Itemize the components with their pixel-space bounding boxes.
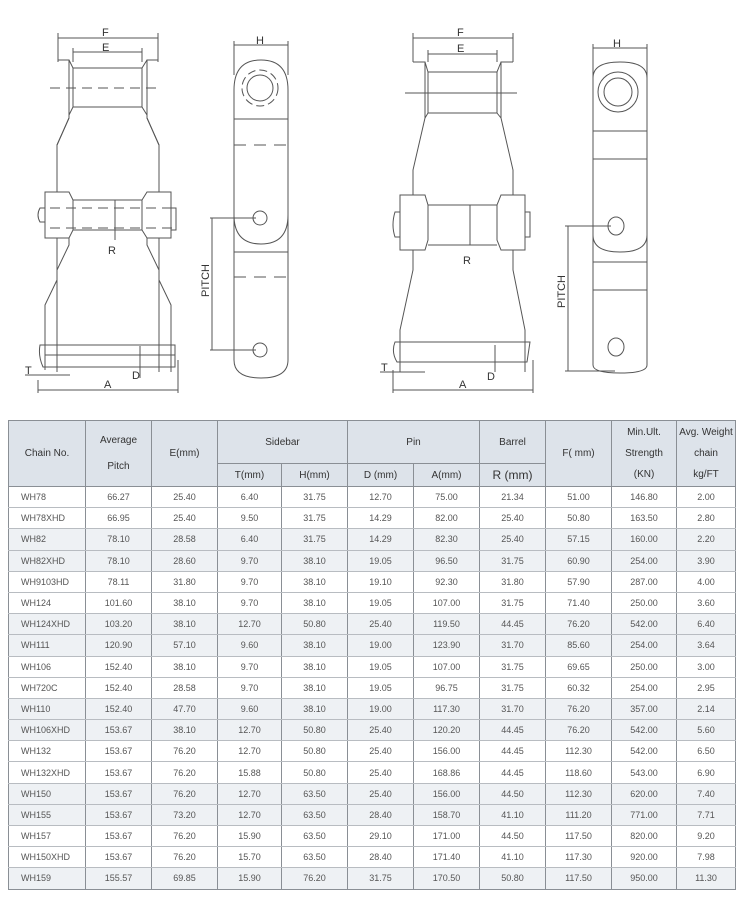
table-cell: 44.45 [480, 720, 546, 741]
table-cell: 51.00 [546, 487, 612, 508]
table-cell: 57.10 [152, 635, 218, 656]
table-row [9, 762, 736, 783]
table-cell: 118.60 [546, 762, 612, 783]
table-cell: 14.29 [348, 508, 414, 529]
header-chain-no: Chain No. [9, 421, 86, 487]
table-cell: 543.00 [612, 762, 677, 783]
table-cell: 112.30 [546, 741, 612, 762]
table-body [9, 487, 736, 890]
table-cell: 28.40 [348, 804, 414, 825]
table-cell: 112.30 [546, 783, 612, 804]
chain-no-cell: WH124 [9, 592, 86, 613]
table-cell: 76.20 [546, 698, 612, 719]
table-cell: 38.10 [282, 698, 348, 719]
table-cell: 92.30 [414, 571, 480, 592]
table-cell: 25.40 [348, 783, 414, 804]
table-cell: 21.34 [480, 487, 546, 508]
table-cell: 3.60 [677, 592, 736, 613]
table-cell: 38.10 [282, 635, 348, 656]
table-cell: 25.40 [348, 762, 414, 783]
table-row [9, 868, 736, 889]
table-cell: 9.70 [218, 677, 282, 698]
table-cell: 38.10 [282, 571, 348, 592]
table-cell: 254.00 [612, 635, 677, 656]
table-cell: 2.80 [677, 508, 736, 529]
table-cell: 153.67 [86, 783, 152, 804]
label-d: D [487, 371, 495, 383]
table-cell: 75.00 [414, 487, 480, 508]
header-e: E(mm) [152, 421, 218, 487]
table-cell: 31.75 [348, 868, 414, 889]
table-row [9, 508, 736, 529]
table-cell: 9.70 [218, 550, 282, 571]
header-sidebar: Sidebar [218, 421, 348, 464]
table-cell: 542.00 [612, 614, 677, 635]
table-cell: 152.40 [86, 656, 152, 677]
header-weight-line3: kg/FT [693, 469, 719, 480]
header-r: R (mm) [480, 464, 546, 487]
header-strength [612, 421, 677, 487]
table-cell: 31.75 [480, 592, 546, 613]
table-cell: 25.40 [480, 529, 546, 550]
table-row [9, 592, 736, 613]
table-row [9, 847, 736, 868]
chain-side-view-right [555, 0, 665, 400]
table-cell: 19.00 [348, 635, 414, 656]
table-cell: 57.90 [546, 571, 612, 592]
table-row [9, 677, 736, 698]
chain-spec-table [8, 420, 736, 890]
chain-no-cell: WH106 [9, 656, 86, 677]
table-row [9, 571, 736, 592]
table-row [9, 826, 736, 847]
table-cell: 6.40 [218, 487, 282, 508]
table-cell: 50.80 [480, 868, 546, 889]
table-cell: 9.50 [218, 508, 282, 529]
table-cell: 152.40 [86, 677, 152, 698]
table-cell: 153.67 [86, 741, 152, 762]
label-h: H [613, 38, 621, 50]
chain-no-cell: WH159 [9, 868, 86, 889]
table-cell: 12.70 [218, 804, 282, 825]
chain-no-cell: WH78XHD [9, 508, 86, 529]
table-cell: 28.58 [152, 677, 218, 698]
table-cell: 12.70 [218, 614, 282, 635]
label-t: T [381, 362, 388, 374]
table-cell: 12.70 [348, 487, 414, 508]
chain-front-view-left [0, 0, 190, 400]
table-cell: 76.20 [152, 847, 218, 868]
table-cell: 120.20 [414, 720, 480, 741]
table-cell: 158.70 [414, 804, 480, 825]
table-cell: 920.00 [612, 847, 677, 868]
table-cell: 3.64 [677, 635, 736, 656]
table-cell: 119.50 [414, 614, 480, 635]
table-cell: 820.00 [612, 826, 677, 847]
label-r: R [108, 245, 116, 257]
header-pin: Pin [348, 421, 480, 464]
table-cell: 542.00 [612, 741, 677, 762]
table-cell: 38.10 [282, 550, 348, 571]
label-e: E [102, 42, 110, 54]
table-cell: 163.50 [612, 508, 677, 529]
table-cell: 63.50 [282, 826, 348, 847]
table-cell: 25.40 [152, 508, 218, 529]
table-cell: 11.30 [677, 868, 736, 889]
table-row [9, 614, 736, 635]
label-r: R [463, 255, 471, 267]
table-cell: 2.00 [677, 487, 736, 508]
header-average-pitch-line1: Average [99, 434, 138, 446]
table-cell: 3.90 [677, 550, 736, 571]
table-cell: 357.00 [612, 698, 677, 719]
header-strength-line3: (KN) [633, 469, 655, 480]
table-cell: 76.20 [152, 826, 218, 847]
table-cell: 117.50 [546, 826, 612, 847]
table-cell: 6.40 [677, 614, 736, 635]
table-cell: 107.00 [414, 656, 480, 677]
chain-no-cell: WH9103HD [9, 571, 86, 592]
table-cell: 31.75 [282, 508, 348, 529]
table-cell: 103.20 [86, 614, 152, 635]
table-cell: 7.40 [677, 783, 736, 804]
table-cell: 123.90 [414, 635, 480, 656]
header-barrel: Barrel [480, 421, 546, 464]
table-cell: 9.70 [218, 656, 282, 677]
label-f: F [457, 27, 464, 39]
table-row [9, 720, 736, 741]
label-pitch: PITCH [200, 264, 212, 297]
table-cell: 6.40 [218, 529, 282, 550]
label-pitch: PITCH [556, 275, 568, 308]
header-average-pitch [86, 421, 152, 487]
table-cell: 38.10 [282, 592, 348, 613]
table-cell: 71.40 [546, 592, 612, 613]
table-cell: 19.05 [348, 550, 414, 571]
table-cell: 254.00 [612, 677, 677, 698]
table-cell: 250.00 [612, 656, 677, 677]
table-row [9, 529, 736, 550]
table-cell: 120.90 [86, 635, 152, 656]
chain-no-cell: WH110 [9, 698, 86, 719]
table-cell: 50.80 [546, 508, 612, 529]
table-cell: 31.80 [480, 571, 546, 592]
table-cell: 78.11 [86, 571, 152, 592]
table-cell: 950.00 [612, 868, 677, 889]
label-e: E [457, 43, 465, 55]
table-cell: 25.40 [152, 487, 218, 508]
table-row [9, 656, 736, 677]
table-cell: 19.00 [348, 698, 414, 719]
table-cell: 73.20 [152, 804, 218, 825]
table-cell: 28.40 [348, 847, 414, 868]
chain-no-cell: WH155 [9, 804, 86, 825]
table-cell: 25.40 [348, 741, 414, 762]
header-f: F( mm) [546, 421, 612, 487]
label-t: T [25, 365, 32, 377]
table-cell: 146.80 [612, 487, 677, 508]
table-cell: 19.05 [348, 592, 414, 613]
table-cell: 50.80 [282, 741, 348, 762]
table-cell: 160.00 [612, 529, 677, 550]
table-cell: 44.45 [480, 614, 546, 635]
table-cell: 156.00 [414, 741, 480, 762]
table-cell: 12.70 [218, 720, 282, 741]
table-cell: 152.40 [86, 698, 152, 719]
table-cell: 7.71 [677, 804, 736, 825]
table-row [9, 741, 736, 762]
chain-spec-table-container [8, 420, 735, 890]
table-cell: 50.80 [282, 762, 348, 783]
table-cell: 57.15 [546, 529, 612, 550]
table-cell: 41.10 [480, 847, 546, 868]
table-cell: 771.00 [612, 804, 677, 825]
header-weight-line1: Avg. Weight [679, 427, 733, 438]
table-cell: 111.20 [546, 804, 612, 825]
table-cell: 153.67 [86, 847, 152, 868]
table-cell: 63.50 [282, 804, 348, 825]
table-cell: 38.10 [152, 614, 218, 635]
header-d: D (mm) [348, 464, 414, 487]
table-cell: 76.20 [152, 783, 218, 804]
table-cell: 2.95 [677, 677, 736, 698]
table-cell: 76.20 [152, 762, 218, 783]
table-cell: 31.75 [480, 550, 546, 571]
table-cell: 29.10 [348, 826, 414, 847]
table-row [9, 635, 736, 656]
table-cell: 50.80 [282, 720, 348, 741]
table-cell: 25.40 [348, 614, 414, 635]
table-cell: 31.70 [480, 635, 546, 656]
chain-no-cell: WH132 [9, 741, 86, 762]
chain-no-cell: WH82 [9, 529, 86, 550]
chain-drawings [0, 0, 750, 400]
table-cell: 14.29 [348, 529, 414, 550]
table-cell: 96.50 [414, 550, 480, 571]
table-cell: 156.00 [414, 783, 480, 804]
table-cell: 41.10 [480, 804, 546, 825]
table-cell: 153.67 [86, 826, 152, 847]
table-cell: 101.60 [86, 592, 152, 613]
table-cell: 15.70 [218, 847, 282, 868]
table-cell: 82.00 [414, 508, 480, 529]
table-cell: 60.32 [546, 677, 612, 698]
table-cell: 31.75 [480, 677, 546, 698]
chain-no-cell: WH132XHD [9, 762, 86, 783]
table-cell: 6.50 [677, 741, 736, 762]
header-strength-line2: Strength [625, 448, 663, 459]
table-cell: 78.10 [86, 550, 152, 571]
label-a: A [459, 379, 467, 391]
table-cell: 19.10 [348, 571, 414, 592]
table-cell: 9.20 [677, 826, 736, 847]
table-cell: 47.70 [152, 698, 218, 719]
table-cell: 153.67 [86, 720, 152, 741]
header-strength-line1: Min.Ult. [627, 427, 661, 438]
table-cell: 76.20 [152, 741, 218, 762]
table-cell: 171.00 [414, 826, 480, 847]
table-cell: 44.45 [480, 741, 546, 762]
table-cell: 15.90 [218, 826, 282, 847]
chain-no-cell: WH111 [9, 635, 86, 656]
header-weight-line2: chain [694, 448, 718, 459]
table-cell: 60.90 [546, 550, 612, 571]
table-cell: 9.60 [218, 698, 282, 719]
table-cell: 31.70 [480, 698, 546, 719]
table-cell: 31.75 [480, 656, 546, 677]
chain-no-cell: WH82XHD [9, 550, 86, 571]
header-t: T(mm) [218, 464, 282, 487]
table-cell: 76.20 [282, 868, 348, 889]
chain-no-cell: WH78 [9, 487, 86, 508]
table-cell: 28.60 [152, 550, 218, 571]
table-cell: 250.00 [612, 592, 677, 613]
table-cell: 542.00 [612, 720, 677, 741]
table-cell: 117.30 [414, 698, 480, 719]
table-cell: 7.98 [677, 847, 736, 868]
label-a: A [104, 379, 112, 391]
table-cell: 66.27 [86, 487, 152, 508]
table-cell: 44.50 [480, 783, 546, 804]
table-cell: 78.10 [86, 529, 152, 550]
table-cell: 69.85 [152, 868, 218, 889]
table-cell: 50.80 [282, 614, 348, 635]
label-h: H [256, 35, 264, 47]
table-cell: 82.30 [414, 529, 480, 550]
table-cell: 44.45 [480, 762, 546, 783]
label-f: F [102, 27, 109, 39]
table-cell: 153.67 [86, 804, 152, 825]
table-cell: 69.65 [546, 656, 612, 677]
table-cell: 25.40 [480, 508, 546, 529]
table-cell: 155.57 [86, 868, 152, 889]
table-cell: 31.75 [282, 529, 348, 550]
table-cell: 9.60 [218, 635, 282, 656]
table-row [9, 783, 736, 804]
table-cell: 63.50 [282, 847, 348, 868]
table-cell: 25.40 [348, 720, 414, 741]
table-row [9, 698, 736, 719]
table-cell: 4.00 [677, 571, 736, 592]
table-cell: 38.10 [282, 656, 348, 677]
chain-no-cell: WH106XHD [9, 720, 86, 741]
header-h: H(mm) [282, 464, 348, 487]
table-cell: 96.75 [414, 677, 480, 698]
table-cell: 170.50 [414, 868, 480, 889]
table-cell: 9.70 [218, 592, 282, 613]
header-a: A(mm) [414, 464, 480, 487]
table-cell: 85.60 [546, 635, 612, 656]
chain-no-cell: WH150XHD [9, 847, 86, 868]
table-cell: 254.00 [612, 550, 677, 571]
table-cell: 38.10 [152, 720, 218, 741]
table-cell: 153.67 [86, 762, 152, 783]
table-cell: 31.75 [282, 487, 348, 508]
table-row [9, 550, 736, 571]
label-d: D [132, 370, 140, 382]
table-cell: 66.95 [86, 508, 152, 529]
chain-no-cell: WH157 [9, 826, 86, 847]
table-cell: 168.86 [414, 762, 480, 783]
table-cell: 117.30 [546, 847, 612, 868]
chain-side-view-left [200, 0, 310, 400]
table-row [9, 804, 736, 825]
table-cell: 9.70 [218, 571, 282, 592]
table-cell: 44.50 [480, 826, 546, 847]
table-cell: 28.58 [152, 529, 218, 550]
chain-no-cell: WH720C [9, 677, 86, 698]
table-cell: 107.00 [414, 592, 480, 613]
chain-front-view-right [375, 0, 565, 400]
table-cell: 5.60 [677, 720, 736, 741]
table-cell: 15.90 [218, 868, 282, 889]
table-cell: 12.70 [218, 783, 282, 804]
table-cell: 12.70 [218, 741, 282, 762]
table-row [9, 487, 736, 508]
header-average-pitch-line2: Pitch [107, 460, 130, 472]
table-cell: 38.10 [152, 656, 218, 677]
table-cell: 76.20 [546, 614, 612, 635]
table-cell: 2.14 [677, 698, 736, 719]
table-cell: 117.50 [546, 868, 612, 889]
table-cell: 63.50 [282, 783, 348, 804]
table-cell: 620.00 [612, 783, 677, 804]
table-cell: 287.00 [612, 571, 677, 592]
table-cell: 38.10 [152, 592, 218, 613]
table-cell: 15.88 [218, 762, 282, 783]
chain-no-cell: WH150 [9, 783, 86, 804]
table-cell: 31.80 [152, 571, 218, 592]
table-cell: 2.20 [677, 529, 736, 550]
chain-no-cell: WH124XHD [9, 614, 86, 635]
table-cell: 3.00 [677, 656, 736, 677]
header-weight [677, 421, 736, 487]
table-cell: 171.40 [414, 847, 480, 868]
table-cell: 19.05 [348, 656, 414, 677]
table-cell: 38.10 [282, 677, 348, 698]
table-cell: 19.05 [348, 677, 414, 698]
table-cell: 6.90 [677, 762, 736, 783]
table-cell: 76.20 [546, 720, 612, 741]
